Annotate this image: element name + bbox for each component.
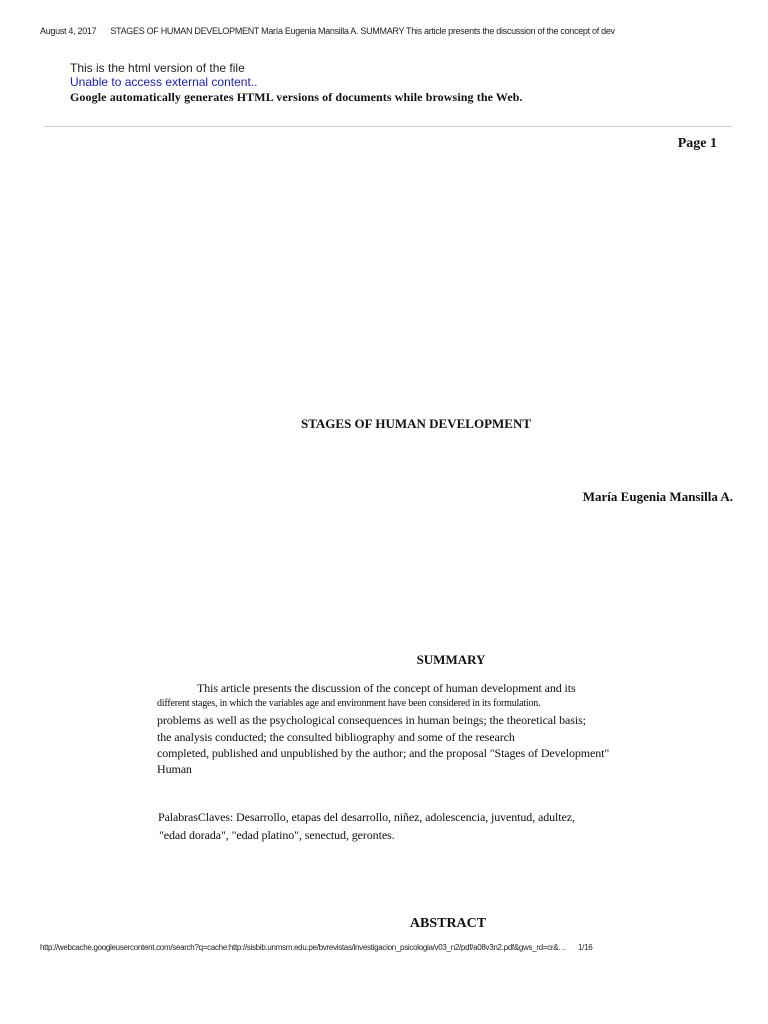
source-url: http://webcache.googleusercontent.com/search?q=cache:http://sisbib.unmsm.edu.pe/bvrevistas/investigacion_psicologia/v03_n2/pdf/a08v3n2.pdf&gws_rd=cr&… — [40, 943, 567, 952]
summary-heading: SUMMARY — [416, 652, 486, 667]
summary-line: Human — [157, 762, 192, 776]
keywords-line: PalabrasClaves: Desarrollo, etapas del desarrollo, niñez, adolescencia, juventud, adultez, — [158, 810, 575, 824]
summary-line: problems as well as the psychological consequences in human beings; the theoretical basis; — [157, 713, 586, 727]
external-content-link[interactable]: Unable to access external content.. — [70, 75, 258, 89]
summary-line: completed, published and unpublished by the author; and the proposal "Stages of Development" — [157, 746, 610, 760]
summary-line: different stages, in which the variables age and environment have been considered in its formulation. — [157, 698, 541, 709]
cache-notice-info: Google automatically generates HTML versions of documents while browsing the Web. — [70, 90, 523, 104]
abstract-heading: ABSTRACT — [409, 916, 487, 931]
print-title: STAGES OF HUMAN DEVELOPMENT María Eugenia Mansilla A. SUMMARY This article presents the discussion of the concept of dev — [110, 26, 615, 36]
print-footer — [40, 943, 592, 952]
print-date: August 4, 2017 — [40, 26, 97, 36]
document-title: STAGES OF HUMAN DEVELOPMENT — [300, 416, 532, 431]
author-name: María Eugenia Mansilla A. — [582, 489, 733, 504]
keywords-line: "edad dorada", "edad platino", senectud, gerontes. — [159, 828, 395, 842]
print-header — [40, 26, 615, 36]
divider — [44, 126, 732, 127]
summary-line: the analysis conducted; the consulted bibliography and some of the research — [157, 730, 515, 744]
page-number-label: Page 1 — [677, 136, 717, 151]
print-page-count: 1/16 — [578, 943, 593, 952]
summary-line: This article presents the discussion of the concept of human development and its — [197, 681, 576, 695]
cache-notice-text: This is the html version of the file — [70, 61, 245, 75]
